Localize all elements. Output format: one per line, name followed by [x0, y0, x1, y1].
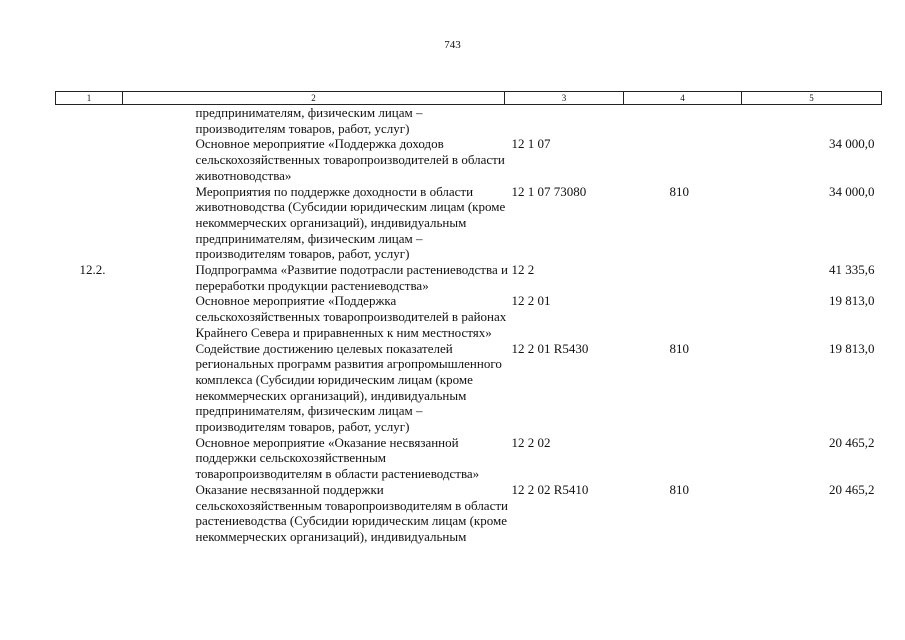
item-name-line: некоммерческих организаций), индивидуальным — [195, 528, 467, 544]
table-row — [56, 293, 882, 340]
expense-type-code — [624, 293, 742, 340]
expense-type-code: 810 — [669, 481, 689, 497]
target-article-code: 12 2 02 — [511, 434, 551, 450]
item-name — [123, 435, 505, 482]
page-number: 743 — [444, 39, 461, 51]
table-row — [56, 435, 882, 482]
table-row — [56, 482, 882, 545]
item-number: 12.2. — [79, 262, 106, 278]
item-name-line: Содействие достижению целевых показателей — [195, 340, 453, 356]
target-article-code: 12 2 01 R5430 — [511, 340, 589, 356]
amount-value: 20 465,2 — [829, 481, 875, 497]
target-article-code: 12 2 02 R5410 — [511, 481, 589, 497]
column-header-5: 5 — [742, 92, 882, 105]
item-number — [56, 136, 123, 183]
table-row — [56, 105, 882, 137]
item-name — [123, 136, 505, 183]
table-body — [56, 92, 882, 545]
item-name — [123, 184, 505, 263]
item-name-line: некоммерческих организаций), индивидуальным — [195, 214, 467, 230]
item-number — [56, 482, 123, 545]
item-name-line: предпринимателям, физическим лицам – — [195, 105, 423, 120]
item-name-line: Основное мероприятие «Поддержка — [195, 293, 397, 309]
item-number — [56, 184, 123, 263]
target-article-code: 12 2 — [511, 262, 535, 278]
expense-type-code — [624, 262, 742, 293]
item-name-line: Оказание несвязанной поддержки — [195, 481, 384, 497]
item-name-line: некоммерческих организаций), индивидуальным — [195, 387, 467, 403]
expense-type-code: 810 — [669, 183, 689, 199]
target-article-code: 12 1 07 — [511, 136, 551, 152]
item-name — [123, 293, 505, 340]
item-name-line: производителям товаров, работ, услуг) — [195, 120, 410, 136]
item-number — [56, 105, 123, 137]
budget-table — [55, 91, 882, 545]
item-name-line: Крайнего Севера и приравненных к ним местностях» — [195, 324, 492, 340]
item-name-line: сельскохозяйственным товаропроизводителям в области — [195, 497, 508, 513]
item-name — [123, 341, 505, 435]
expense-type-code — [624, 435, 742, 482]
item-name — [123, 262, 508, 293]
item-name-line: товаропроизводителям в области растениеводства» — [195, 466, 480, 482]
item-name-line: переработки продукции растениеводства» — [195, 277, 429, 293]
item-name-line: животноводства» — [195, 167, 292, 183]
item-name-line: Подпрограмма «Развитие подотрасли растениеводства и — [195, 262, 508, 278]
expense-type-code — [624, 136, 742, 183]
table-row — [56, 341, 882, 435]
item-name — [123, 105, 505, 137]
table-row — [56, 184, 882, 263]
column-header-3: 3 — [505, 92, 624, 105]
amount-value — [742, 105, 882, 137]
expense-type-code — [624, 105, 742, 137]
amount-value: 34 000,0 — [829, 183, 875, 199]
column-header-1: 1 — [56, 92, 123, 105]
item-name-line: растениеводства (Субсидии юридическим лицам (кроме — [195, 513, 507, 529]
column-header-2: 2 — [123, 92, 505, 105]
target-article-code: 12 1 07 73080 — [511, 183, 587, 199]
item-number — [56, 435, 123, 482]
item-name-line: поддержки сельскохозяйственным — [195, 450, 387, 466]
item-name-line: комплекса (Субсидии юридическим лицам (кроме — [195, 371, 473, 387]
item-name-line: производителям товаров, работ, услуг) — [195, 419, 410, 435]
item-name-line: Мероприятия по поддержке доходности в области — [195, 183, 474, 199]
column-header-4: 4 — [624, 92, 742, 105]
column-number-row — [56, 92, 882, 105]
amount-value: 20 465,2 — [829, 434, 875, 450]
expense-type-code: 810 — [669, 340, 689, 356]
target-article-code: 12 2 01 — [511, 293, 551, 309]
item-name-line: сельскохозяйственных товаропроизводителей в районах — [195, 309, 507, 325]
target-article-code — [505, 105, 624, 137]
table-row — [56, 136, 882, 183]
item-name-line: Основное мероприятие «Поддержка доходов — [195, 136, 444, 152]
item-name-line: региональных программ развития агропромышленного — [195, 356, 502, 372]
amount-value: 41 335,6 — [829, 262, 875, 278]
table-row — [56, 262, 882, 293]
item-name-line: животноводства (Субсидии юридическим лицам (кроме — [195, 199, 506, 215]
amount-value: 34 000,0 — [829, 136, 875, 152]
item-name-line: предпринимателям, физическим лицам – — [195, 403, 423, 419]
item-number — [56, 341, 123, 435]
item-name-line: сельскохозяйственных товаропроизводителей в области — [195, 152, 505, 168]
item-number — [56, 293, 123, 340]
item-name-line: Основное мероприятие «Оказание несвязанной — [195, 434, 459, 450]
amount-value: 19 813,0 — [829, 293, 875, 309]
item-name-line: предпринимателям, физическим лицам – — [195, 230, 423, 246]
item-name-line: производителям товаров, работ, услуг) — [195, 246, 410, 262]
item-name — [123, 481, 508, 545]
amount-value: 19 813,0 — [829, 340, 875, 356]
